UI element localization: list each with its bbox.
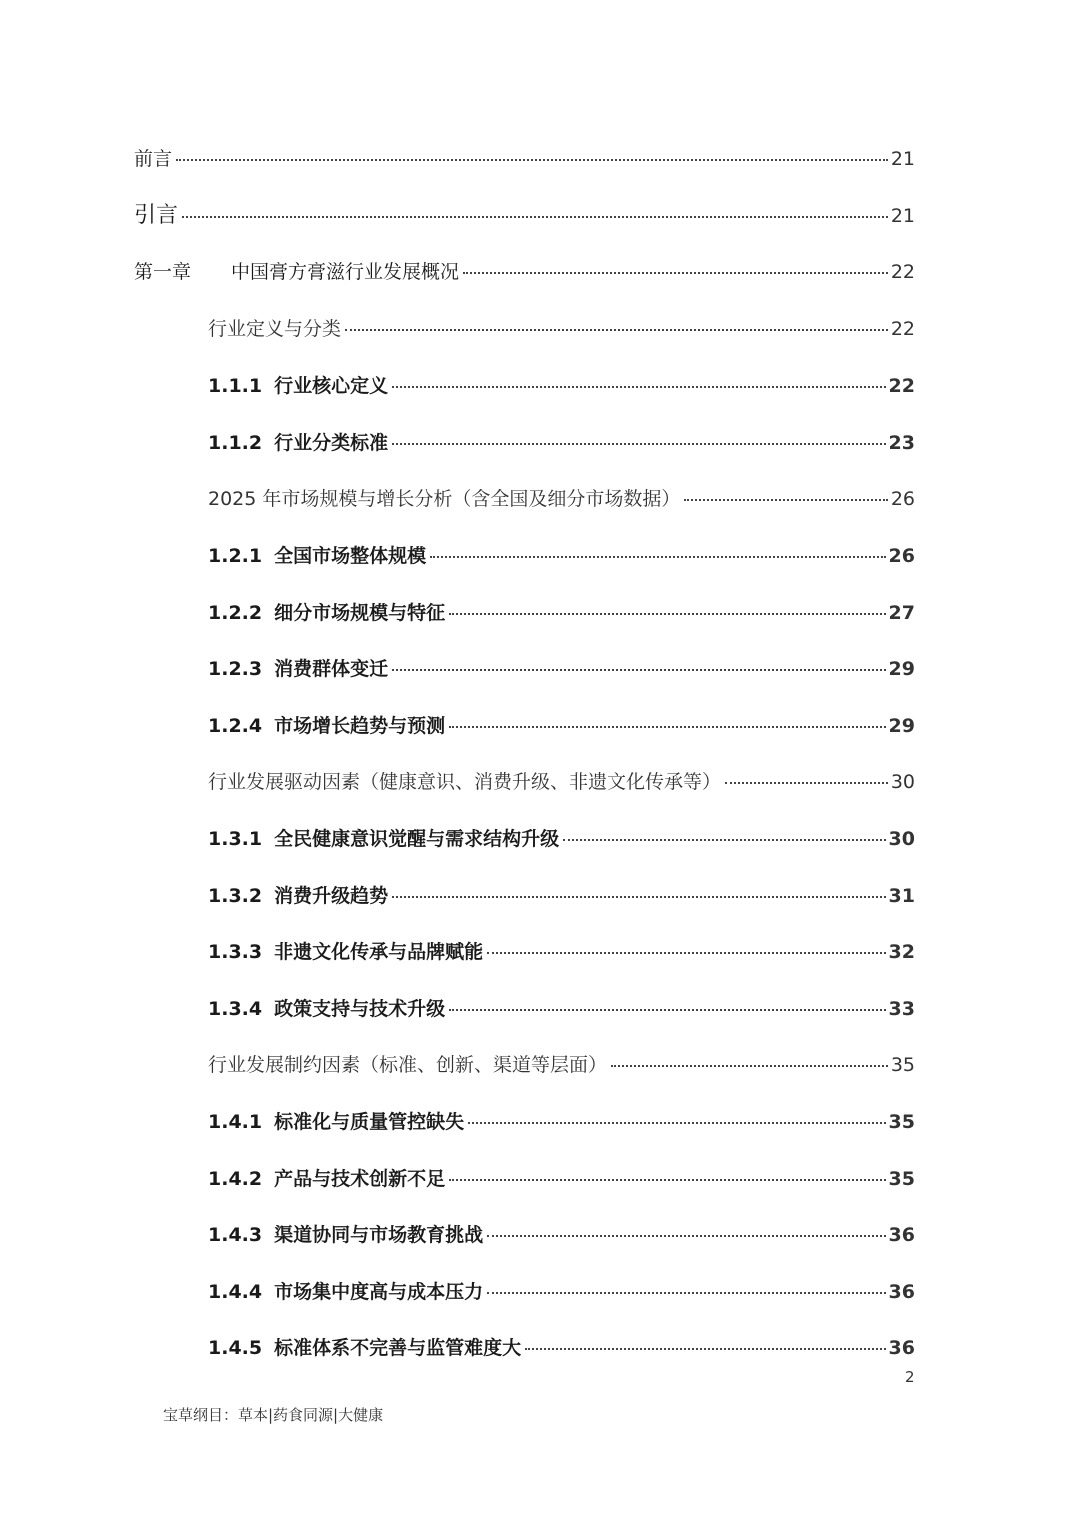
toc-page-number: 36 (888, 1337, 915, 1359)
toc-entry-subsection[interactable] (208, 1166, 915, 1192)
toc-leader-dots (487, 952, 885, 954)
toc-entry-subsection[interactable] (208, 939, 915, 965)
toc-entry-label-group (208, 713, 445, 739)
toc-leader-dots (449, 1179, 885, 1181)
toc-entry-label: 行业分类标准 (274, 432, 389, 454)
toc-entry-label-group (208, 939, 483, 965)
toc-entry-subsection[interactable] (208, 1109, 915, 1135)
toc-entry-subsection[interactable] (208, 996, 915, 1022)
toc-entry-label-group (208, 373, 388, 399)
toc-entry-label: 标准化与质量管控缺失 (274, 1111, 465, 1133)
toc-entry-label: 渠道协同与市场教育挑战 (274, 1224, 484, 1246)
toc-leader-dots (392, 443, 885, 445)
toc-entry-label: 产品与技术创新不足 (274, 1168, 446, 1190)
toc-entry-subsection[interactable] (208, 373, 915, 399)
toc-chapter-number: 第一章 (134, 261, 192, 283)
toc-page-number: 29 (888, 658, 915, 680)
toc-leader-dots (449, 1009, 885, 1011)
toc-leader-dots (725, 782, 888, 784)
toc-page-number: 27 (888, 602, 915, 624)
toc-entry-label: 市场增长趋势与预测 (274, 715, 446, 737)
toc-entry-subsection[interactable] (208, 713, 915, 739)
toc-entry-section[interactable] (208, 486, 915, 512)
toc-subsection-number: 1.3.4 (208, 998, 263, 1020)
toc-entry-label: 政策支持与技术升级 (274, 998, 446, 1020)
toc-entry-label-group (208, 1166, 445, 1192)
toc-entry-label: 行业定义与分类 (208, 318, 342, 340)
toc-entry-preface[interactable] (134, 146, 915, 172)
toc-subsection-number: 1.1.1 (208, 375, 263, 397)
toc-leader-dots (487, 1235, 885, 1237)
toc-leader-dots (684, 499, 887, 501)
toc-entry-label: 行业核心定义 (274, 375, 389, 397)
toc-entry-label: 消费升级趋势 (274, 885, 389, 907)
toc-entry-label-group (208, 883, 388, 909)
toc-entry-label-group (208, 1222, 483, 1248)
toc-page-number: 26 (888, 545, 915, 567)
toc-page-number: 32 (888, 941, 915, 963)
toc-entry-label: 全国市场整体规模 (274, 545, 427, 567)
toc-page-number: 36 (888, 1224, 915, 1246)
toc-entry-label: 前言 (134, 148, 173, 170)
toc-leader-dots (611, 1065, 888, 1067)
toc-page-number: 30 (888, 828, 915, 850)
toc-entry-label: 全民健康意识觉醒与需求结构升级 (274, 828, 560, 850)
toc-entry-subsection[interactable] (208, 1279, 915, 1305)
toc-subsection-number: 1.1.2 (208, 432, 263, 454)
toc-subsection-number: 1.4.1 (208, 1111, 263, 1133)
toc-page-number: 33 (888, 998, 915, 1020)
toc-entry-label: 2025 年市场规模与增长分析（含全国及细分市场数据） (208, 488, 681, 510)
toc-page-number: 30 (890, 771, 915, 793)
toc-entry-label-group (208, 996, 445, 1022)
toc-entry-subsection[interactable] (208, 600, 915, 626)
toc-entry-subsection[interactable] (208, 883, 915, 909)
toc-page-number: 26 (890, 488, 915, 510)
toc-leader-dots (392, 896, 885, 898)
toc-subsection-number: 1.3.1 (208, 828, 263, 850)
toc-leader-dots (430, 556, 885, 558)
toc-page-number: 36 (888, 1281, 915, 1303)
toc-entry-subsection[interactable] (208, 543, 915, 569)
toc-subsection-number: 1.3.3 (208, 941, 263, 963)
toc-leader-dots (468, 1122, 885, 1124)
toc-page-number: 22 (890, 318, 915, 340)
toc-subsection-number: 1.2.4 (208, 715, 263, 737)
toc-entry-label: 标准体系不完善与监管难度大 (274, 1337, 522, 1359)
toc-page-number: 21 (890, 205, 915, 227)
toc-entry-section[interactable] (208, 1052, 915, 1078)
toc-entry-label-group (208, 543, 426, 569)
toc-page-number: 29 (888, 715, 915, 737)
toc-leader-dots (182, 216, 888, 218)
toc-entry-label-group (208, 600, 445, 626)
toc-subsection-number: 1.3.2 (208, 885, 263, 907)
toc-entry-label-group (134, 259, 459, 285)
toc-entry-subsection[interactable] (208, 826, 915, 852)
toc-page-number: 35 (890, 1054, 915, 1076)
toc-page-number: 35 (888, 1168, 915, 1190)
toc-leader-dots (449, 726, 885, 728)
toc-entry-introduction[interactable] (134, 203, 915, 229)
toc-leader-dots (563, 839, 885, 841)
toc-entry-label: 行业发展驱动因素（健康意识、消费升级、非遗文化传承等） (208, 771, 722, 793)
toc-entry-label: 引言 (134, 203, 179, 228)
toc-entry-label-group (208, 430, 388, 456)
toc-subsection-number: 1.4.4 (208, 1281, 263, 1303)
toc-leader-dots (392, 386, 885, 388)
toc-entry-label: 行业发展制约因素（标准、创新、渠道等层面） (208, 1054, 608, 1076)
page-number: 2 (905, 1368, 915, 1386)
toc-subsection-number: 1.4.5 (208, 1337, 263, 1359)
toc-entry-label: 消费群体变迁 (274, 658, 389, 680)
toc-subsection-number: 1.4.2 (208, 1168, 263, 1190)
toc-entry-subsection[interactable] (208, 1222, 915, 1248)
toc-entry-subsection[interactable] (208, 1335, 915, 1361)
toc-leader-dots (392, 669, 885, 671)
toc-subsection-number: 1.2.1 (208, 545, 263, 567)
toc-chapter-title: 中国膏方膏滋行业发展概况 (231, 261, 460, 283)
toc-page-number: 31 (888, 885, 915, 907)
toc-entry-label-group (208, 1335, 521, 1361)
toc-entry-label-group (208, 656, 388, 682)
toc-leader-dots (463, 272, 888, 274)
toc-entry-label: 市场集中度高与成本压力 (274, 1281, 484, 1303)
toc-entry-subsection[interactable] (208, 656, 915, 682)
toc-leader-dots (176, 159, 888, 161)
toc-entry-label-group (208, 1109, 464, 1135)
toc-entry-label: 细分市场规模与特征 (274, 602, 446, 624)
toc-entry-label-group (208, 826, 559, 852)
toc-subsection-number: 1.4.3 (208, 1224, 263, 1246)
toc-subsection-number: 1.2.2 (208, 602, 263, 624)
toc-entry-section[interactable] (208, 316, 915, 342)
toc-entry-chapter-1[interactable] (134, 259, 915, 285)
toc-leader-dots (487, 1292, 885, 1294)
toc-leader-dots (525, 1348, 885, 1350)
toc-entry-section[interactable] (208, 769, 915, 795)
toc-page-number: 35 (888, 1111, 915, 1133)
toc-leader-dots (449, 613, 885, 615)
toc-entry-label: 非遗文化传承与品牌赋能 (274, 941, 484, 963)
toc-page-number: 22 (888, 375, 915, 397)
toc-page-number: 22 (890, 261, 915, 283)
toc-page-number: 21 (890, 148, 915, 170)
toc-page-number: 23 (888, 432, 915, 454)
toc-subsection-number: 1.2.3 (208, 658, 263, 680)
toc-entry-subsection[interactable] (208, 430, 915, 456)
toc-leader-dots (345, 329, 888, 331)
page-footer: 宝草纲目：草本|药食同源|大健康 (163, 1406, 384, 1424)
toc-entry-label-group (208, 1279, 483, 1305)
